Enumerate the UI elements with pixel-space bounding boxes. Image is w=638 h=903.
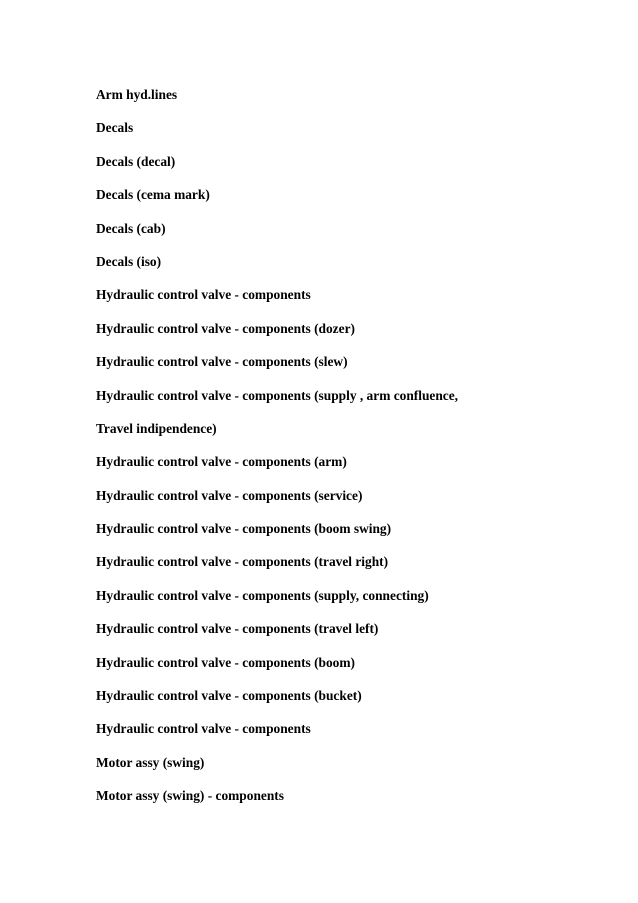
list-item: Decals (iso) (96, 253, 162, 269)
list-item: Hydraulic control valve - components (arm) (96, 454, 347, 470)
list-item: Motor assy (swing) (96, 754, 205, 770)
list-item: Hydraulic control valve - components (96, 287, 311, 303)
list-item: Hydraulic control valve - components (travel right) (96, 554, 389, 570)
list-item: Hydraulic control valve - components (dozer) (96, 320, 355, 336)
list-item: Arm hyd.lines (96, 87, 178, 102)
list-item: Hydraulic control valve - components (supply, connecting) (96, 587, 429, 603)
list-item: Hydraulic control valve - components (slew) (96, 354, 348, 370)
list-item: Hydraulic control valve - components (boom) (96, 654, 355, 670)
list-item: Motor assy (swing) - components (96, 788, 284, 804)
list-item-continuation: Travel indipendence) (96, 420, 217, 436)
list-item: Hydraulic control valve - components (service) (96, 487, 363, 503)
parts-list (96, 84, 458, 819)
list-item: Decals (96, 120, 134, 136)
list-item: Hydraulic control valve - components (96, 721, 311, 737)
list-item: Decals (cab) (96, 220, 166, 236)
list-item: Hydraulic control valve - components (supply , arm confluence, (96, 387, 459, 403)
list-item: Hydraulic control valve - components (travel left) (96, 621, 379, 637)
list-item: Decals (decal) (96, 153, 176, 169)
list-item: Hydraulic control valve - components (bucket) (96, 688, 362, 704)
list-item: Decals (cema mark) (96, 187, 210, 203)
list-item: Hydraulic control valve - components (boom swing) (96, 521, 392, 537)
